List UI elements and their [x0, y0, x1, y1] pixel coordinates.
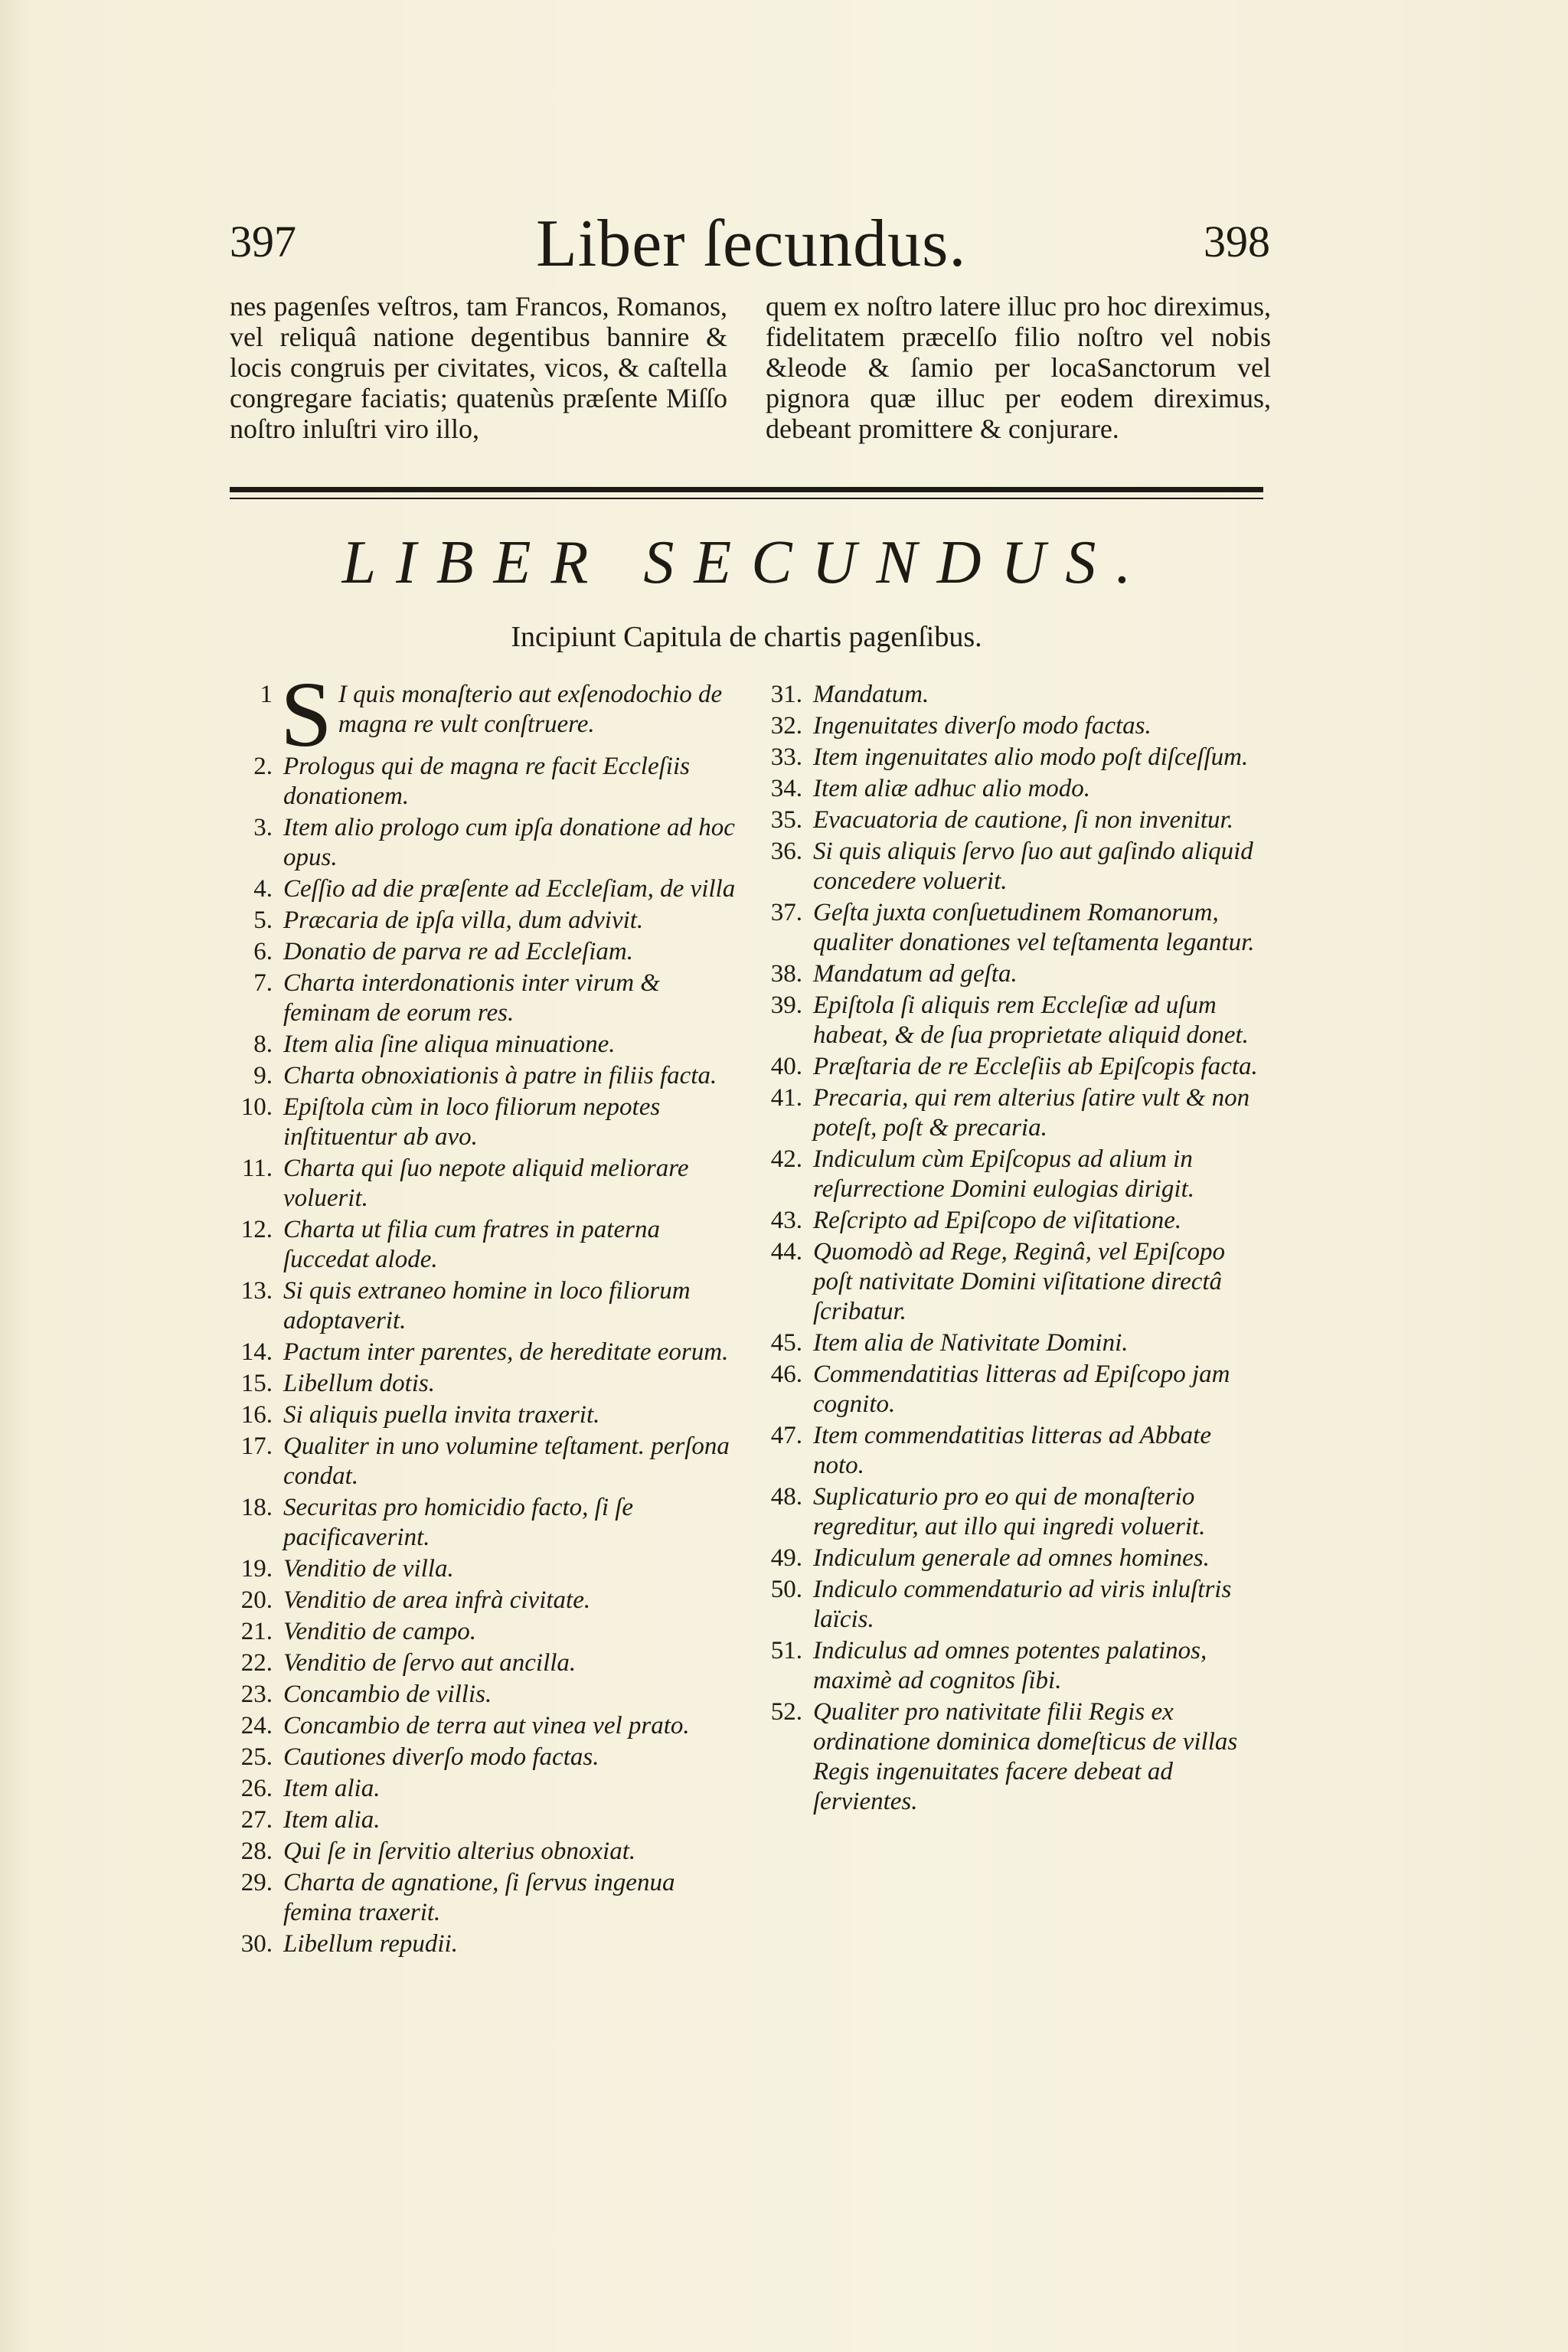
toc-item: [752, 1544, 1265, 1573]
toc-item-text: Indiculum cùm Epiſcopus ad alium in reſurrectione Domini eulogias dirigit.: [813, 1145, 1195, 1203]
toc-item: [222, 969, 743, 1028]
toc-item-text: Charta interdonationis inter virum & feminam de eorum res.: [283, 969, 660, 1027]
toc-item-text: Mandatum ad geſta.: [813, 960, 1018, 988]
toc-item: [222, 1805, 743, 1835]
running-title: Liber ſecundus.: [536, 207, 967, 281]
toc-item-number: 52.: [770, 1698, 802, 1726]
toc-item-number: 43.: [770, 1207, 802, 1234]
toc-right-column: [752, 680, 1265, 1818]
toc-item-text: Libellum repudii.: [283, 1930, 458, 1958]
toc-item: [752, 711, 1265, 741]
section-title: LIBER SECUNDUS.: [341, 529, 1152, 596]
toc-item-number: 26.: [240, 1775, 273, 1802]
toc-item-number: 14.: [240, 1338, 273, 1366]
toc-item-text: Concambio de villis.: [283, 1681, 492, 1708]
toc-item: [222, 813, 743, 873]
toc-item-number: 21.: [240, 1618, 273, 1645]
toc-item-number: 15.: [240, 1370, 273, 1397]
toc-item-text: Cautiones diverſo modo factas.: [283, 1743, 599, 1771]
toc-item: [222, 937, 743, 967]
toc-item: [222, 1586, 743, 1615]
toc-item: [222, 1711, 743, 1741]
toc-item-number: 6.: [253, 938, 273, 965]
toc-item: [222, 1154, 743, 1214]
toc-item-text: Concambio de terra aut vinea vel prato.: [283, 1712, 690, 1740]
toc-item-number: 27.: [240, 1806, 273, 1834]
toc-item: [752, 1237, 1265, 1327]
toc-item-number: 35.: [770, 806, 802, 834]
toc-item-number: 39.: [770, 991, 802, 1019]
toc-item: [222, 1369, 743, 1399]
toc-item: [222, 906, 743, 936]
toc-item-text: Charta obnoxiationis à patre in filiis facta.: [283, 1062, 717, 1089]
toc-item: [222, 1648, 743, 1678]
toc-item-text: Donatio de parva re ad Eccleſiam.: [283, 938, 634, 965]
toc-item-text: Si aliquis puella invita traxerit.: [283, 1401, 600, 1429]
toc-item: [222, 1093, 743, 1152]
top-text-right-column: [766, 291, 1271, 444]
toc-item-number: 24.: [240, 1712, 273, 1740]
toc-item-text: Venditio de villa.: [283, 1555, 454, 1583]
toc-item-number: 40.: [770, 1053, 802, 1080]
toc-item: [222, 1554, 743, 1584]
toc-item-number: 7.: [253, 969, 273, 997]
toc-item: [752, 743, 1265, 773]
toc-item-number: 42.: [770, 1145, 802, 1173]
toc-item-number: 28.: [240, 1838, 273, 1865]
toc-item-text: Securitas pro homicidio facto, ſi ſe pacificaverint.: [283, 1494, 634, 1551]
toc-item-number: 2.: [253, 753, 273, 780]
toc-item-number: 45.: [770, 1329, 802, 1357]
toc-item: [222, 1432, 743, 1491]
toc-item-text: Precaria, qui rem alterius ſatire vult & non poteſt, poſt & precaria.: [813, 1084, 1250, 1142]
toc-left-list: [222, 752, 743, 1959]
toc-item-number: 17.: [240, 1432, 273, 1460]
toc-item: [752, 1697, 1265, 1817]
toc-item: [752, 1083, 1265, 1143]
toc-item: [222, 1617, 743, 1647]
toc-item-number: 11.: [241, 1155, 273, 1182]
drop-cap: S: [280, 663, 332, 766]
toc-item: [222, 1774, 743, 1804]
toc-item-number: 38.: [770, 960, 802, 988]
toc-item-text: Venditio de ſervo aut ancilla.: [283, 1649, 577, 1677]
toc-item: [222, 752, 743, 812]
toc-item: [752, 991, 1265, 1050]
section-subtitle: Incipiunt Capitula de chartis pagenſibus.: [511, 621, 982, 653]
toc-item-text: Item commendatitias litteras ad Abbate noto.: [813, 1422, 1211, 1479]
toc-item-text: Ingenuitates diverſo modo factas.: [813, 712, 1152, 740]
toc-item: [752, 1145, 1265, 1204]
toc-item-text: Epiſtola ſi aliquis rem Eccleſiæ ad uſum habeat, & de ſua proprietate aliquid donet.: [813, 991, 1249, 1049]
toc-item: [222, 1215, 743, 1275]
toc-item: [752, 1052, 1265, 1082]
toc-item: [752, 1421, 1265, 1481]
toc-item: [222, 1400, 743, 1430]
toc-item: [752, 1575, 1265, 1635]
toc-item-number: 48.: [770, 1483, 802, 1511]
toc-item-text: Indiculum generale ad omnes homines.: [813, 1544, 1210, 1572]
toc-item-number: 4.: [253, 875, 273, 903]
toc-item-text: Libellum dotis.: [283, 1370, 436, 1397]
toc-item-text: Qui ſe in ſervitio alterius obnoxiat.: [283, 1838, 636, 1865]
toc-item: [752, 680, 1265, 710]
toc-item: [222, 1680, 743, 1710]
toc-item-number: 44.: [770, 1238, 802, 1266]
toc-item-text: Geſta juxta conſuetudinem Romanorum, qualiter donationes vel teſtamenta legantur.: [813, 899, 1255, 956]
toc-item: [222, 874, 743, 904]
toc-item: [752, 1482, 1265, 1542]
toc-item: [222, 1743, 743, 1772]
toc-item-text: Reſcripto ad Epiſcopo de viſitatione.: [813, 1207, 1182, 1234]
toc-item-text: Præſtaria de re Eccleſiis ab Epiſcopis facta.: [813, 1053, 1258, 1080]
toc-item-text: Quomodò ad Rege, Reginâ, vel Epiſcopo poſt nativitate Domini viſitatione directâ ſcribatur.: [813, 1238, 1225, 1325]
toc-item: [222, 1061, 743, 1091]
toc-item: [222, 1493, 743, 1553]
toc-item-text: Item aliæ adhuc alio modo.: [813, 775, 1091, 802]
toc-item-text: Si quis aliquis ſervo ſuo aut gaſindo aliquid concedere voluerit.: [813, 838, 1253, 895]
toc-item-text: Charta ut filia cum fratres in paterna ſuccedat alode.: [283, 1216, 660, 1273]
toc-item-text: Item alia.: [283, 1806, 381, 1834]
section-divider-thin: [230, 498, 1263, 499]
toc-item-text: Indiculus ad omnes potentes palatinos, maximè ad cognitos ſibi.: [813, 1637, 1207, 1694]
toc-item-text: Charta de agnatione, ſi ſervus ingenua femina traxerit.: [283, 1869, 675, 1926]
toc-item: [752, 1360, 1265, 1419]
toc-left-column: [222, 663, 743, 1961]
toc-item-number: 34.: [770, 775, 802, 802]
toc-item-number: 50.: [770, 1576, 802, 1603]
toc-item-text: Qualiter in uno volumine teſtament. perſona condat.: [283, 1432, 730, 1490]
toc-item-number: 30.: [240, 1930, 273, 1958]
toc-item-number: 51.: [770, 1637, 802, 1664]
top-text-left-column: [230, 291, 727, 444]
toc-item-text: Mandatum.: [813, 681, 929, 708]
toc-item-number: 47.: [770, 1422, 802, 1449]
toc-item: [752, 1636, 1265, 1696]
toc-item-number: 31.: [770, 681, 802, 708]
left-page-number: 397: [230, 217, 296, 266]
toc-item: [752, 959, 1265, 989]
right-page-number: 398: [1204, 217, 1270, 266]
toc-item: [222, 1868, 743, 1928]
toc-item-text: Pactum inter parentes, de hereditate eorum.: [283, 1338, 729, 1366]
toc-item-text: Item alia ſine aliqua minuatione.: [283, 1031, 616, 1058]
toc-item: [222, 1030, 743, 1060]
toc-item-text: Evacuatoria de cautione, ſi non invenitur.: [813, 806, 1233, 834]
toc-item-number: 8.: [253, 1031, 273, 1058]
toc-item: [752, 898, 1265, 958]
toc-item-text: Prologus qui de magna re facit Eccleſiis donationem.: [283, 753, 690, 810]
toc-item-number: 3.: [253, 814, 273, 841]
toc-item-number: 49.: [770, 1544, 802, 1572]
toc-item-text: Venditio de campo.: [283, 1618, 477, 1645]
toc-item-text: [280, 663, 743, 766]
top-text-right: quem ex noſtro latere illuc pro hoc direximus, fidelitatem præcelſo filio noſtro vel nobis &leode & ſamio per locaSanctorum vel pignora quæ illuc per eodem direximus, debeant promittere & conjurare.: [766, 291, 1271, 444]
toc-item-text: Charta qui ſuo nepote aliquid meliorare voluerit.: [283, 1155, 689, 1212]
toc-item-number: 19.: [240, 1555, 273, 1583]
toc-item-text: Venditio de area infrà civitate.: [283, 1586, 591, 1614]
toc-item-number: 22.: [240, 1649, 273, 1677]
toc-item-number: 20.: [240, 1586, 273, 1614]
toc-item-number: 33.: [770, 743, 802, 771]
toc-item-text: Item alia de Nativitate Domini.: [813, 1329, 1129, 1357]
toc-item-number: 10.: [240, 1093, 273, 1121]
section-divider-thick: [230, 487, 1263, 492]
toc-item-number: 41.: [770, 1084, 802, 1112]
toc-item: [752, 1206, 1265, 1236]
toc-item-number: 46.: [770, 1361, 802, 1388]
toc-item-number: 12.: [240, 1216, 273, 1243]
toc-item-text: Item ingenuitates alio modo poſt diſceſſum.: [813, 743, 1249, 771]
toc-item-number: 37.: [770, 899, 802, 926]
toc-right-list: [752, 680, 1265, 1817]
toc-item-text: Epiſtola cùm in loco filiorum nepotes inſtituentur ab avo.: [283, 1093, 661, 1151]
toc-item-number: 13.: [240, 1277, 273, 1305]
toc-item: [222, 663, 743, 766]
toc-item-number: 16.: [240, 1401, 273, 1429]
toc-item: [752, 1328, 1265, 1358]
toc-item-text-body: I quis monaſterio aut exſenodochio de magna re vult conſtruere.: [338, 681, 723, 738]
toc-item-number: 18.: [240, 1494, 273, 1521]
toc-item-text: Qualiter pro nativitate filii Regis ex ordinatione dominica domeſticus de villas Regis ingenuitates facere debeat ad ſervientes.: [813, 1698, 1238, 1815]
toc-item-text: Indiculo commendaturio ad viris inluſtris laïcis.: [813, 1576, 1232, 1633]
toc-item: [752, 774, 1265, 804]
toc-item-text: Ceſſio ad die præſente ad Eccleſiam, de villa: [283, 875, 736, 903]
toc-item-text: Item alio prologo cum ipſa donatione ad hoc opus.: [283, 814, 735, 871]
toc-item-number: 36.: [770, 838, 802, 865]
top-text-left: nes pagenſes veſtros, tam Francos, Romanos, vel reliquâ natione degentibus bannire & locis congruis per civitates, vicos, & caſtella congregare faciatis; quatenùs præſente Miſſo noſtro inluſtri viro illo,: [230, 291, 727, 444]
toc-item-number: 9.: [253, 1062, 273, 1089]
toc-item-number: 25.: [240, 1743, 273, 1771]
toc-item-number: 29.: [240, 1869, 273, 1896]
toc-item-text: Si quis extraneo homine in loco filiorum adoptaverit.: [283, 1277, 691, 1334]
toc-item: [752, 805, 1265, 835]
toc-item-text: Suplicaturio pro eo qui de monaſterio regreditur, aut illo qui ingredi voluerit.: [813, 1483, 1206, 1540]
toc-item: [222, 1837, 743, 1867]
toc-item-number: 32.: [770, 712, 802, 740]
toc-item: [222, 1276, 743, 1336]
toc-item: [222, 1929, 743, 1959]
toc-item-number: 5.: [253, 906, 273, 934]
toc-item: [752, 837, 1265, 897]
toc-item: [222, 1338, 743, 1367]
toc-item-text: Commendatitias litteras ad Epiſcopo jam cognito.: [813, 1361, 1230, 1418]
toc-item-text: Præcaria de ipſa villa, dum advivit.: [283, 906, 644, 934]
toc-item-text: Item alia.: [283, 1775, 381, 1802]
toc-item-number: 23.: [240, 1681, 273, 1708]
toc-item-number: 1: [260, 681, 273, 708]
